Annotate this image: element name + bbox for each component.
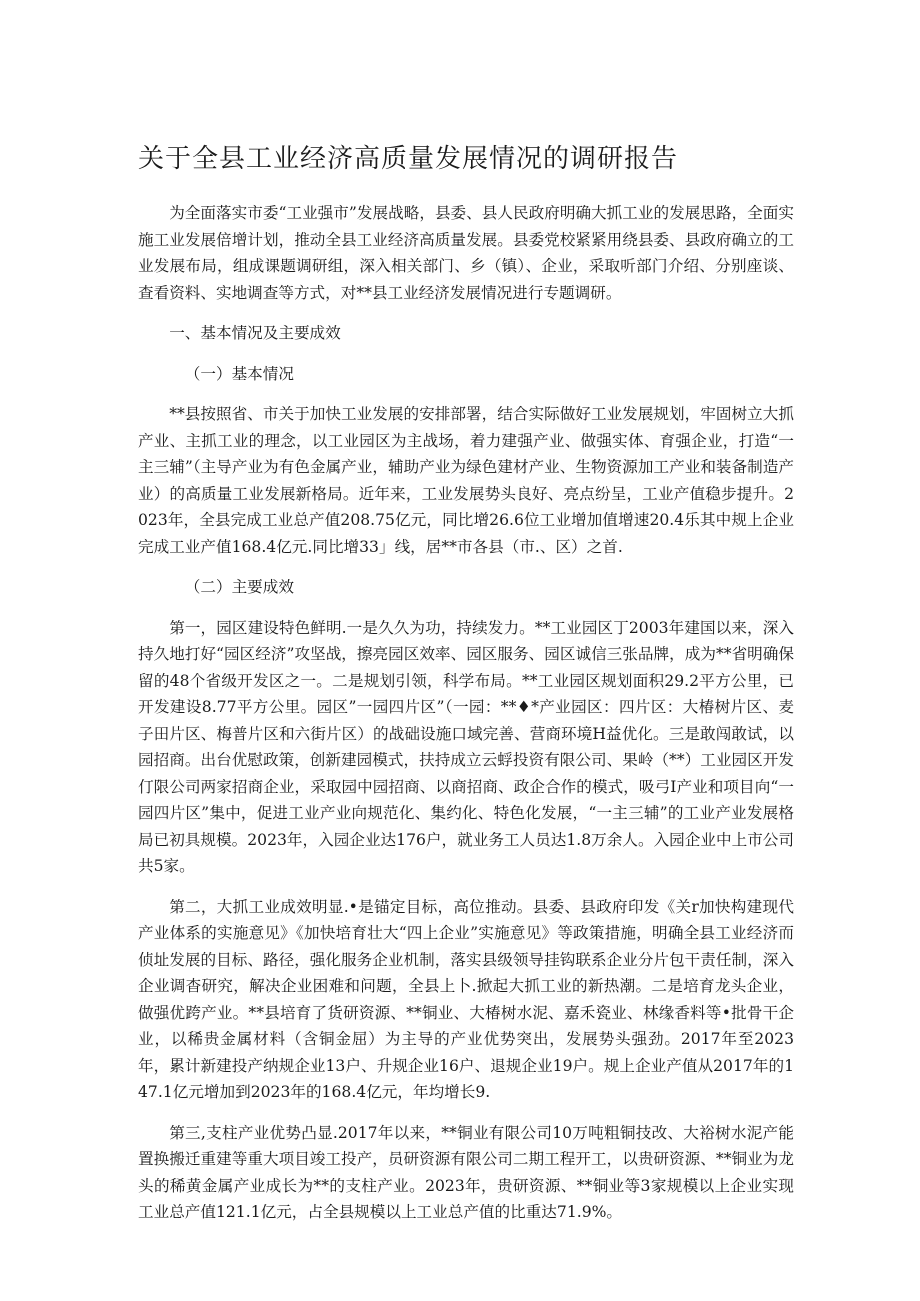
document-title: 关于全县工业经济高质量发展情况的调研报告 bbox=[138, 144, 679, 174]
achievement-paragraph-pillar: 第三,支柱产业优势凸显.2017年以来，**铜业有限公司10万吨粗铜技改、大裕树水泥产能置换搬迁重建等重大项目竣工投产，员研资源有限公司二期工程开工，以贵研资源、**铜业为龙头的稀黄金属产业成长为**的支柱产业。2023年，贵研资源、**铜业等3家规模以上企业实现工业总产值121.1亿元，占全县规模以上工业总产值的比重达71.9%。 bbox=[138, 1123, 794, 1221]
subsection-heading-basic-situation: （一）基本情况 bbox=[184, 364, 294, 383]
basic-situation-paragraph: **县按照省、市关于加快工业发展的安排部署，结合实际做好工业发展规划，牢固树立大抓产业、主抓工业的理念，以工业园区为主战场，着力建强产业、做强实体、育强企业，打造“一主三辅”（主导产业为有色金属产业，辅助产业为绿色建材产业、生物资源加工产业和装备制造产业）的高质量工业发展新格局。近年来，工业发展势头良好、亮点纷呈，工业产值稳步提升。2023年，全县完成工业总产值208.75亿元，同比增26.6位工业增加值增速20.4乐其中规上企业完成工业产值168.4亿元.同比增33」线，居**市各县（市.、区）之首. bbox=[138, 405, 794, 556]
intro-paragraph: 为全面落实市委“工业强市”发展战略，县委、县人民政府明确大抓工业的发展思路，全面实施工业发展倍增计划，推动全县工业经济高质量发展。县委党校紧紧用绕县委、县政府确立的工业发展布局，组成课题调研组，深入相关部门、乡（镇）、企业，采取听部门介绍、分别座谈、查看资料、实地调查等方式，对**县工业经济发展情况进行专题调研。 bbox=[138, 204, 794, 302]
achievement-paragraph-park: 第一，园区建设特色鲜明.一是久久为功，持续发力。**工业园区丁2003年建国以来，深入持久地打好“园区经济”攻坚战，擦亮园区效率、园区服务、园区诚信三张品牌，成为**省明确保留的48个省级开发区之一。二是规划引领，科学布局。**工业园区规划面积29.2平方公里，已开发建设8.77平方公里。园区”一园四片区”（一园：**♦*产业园区：四片区：大椿树片区、麦子田片区、梅普片区和六街片区）的战础设施口域完善、营商环境H益优化。三是敢闯敢试，以园招商。出台优慰政策，创新建园模式，扶持成立云蜉投资有限公司、果岭（**）工业园区开发仃限公司两家招商企业，采取园中园招商、以商招商、政企合作的模式，吸弓I产业和项目向“一园四片区”集中，促进工业产业向规范化、集约化、特色化发展，“一主三辅”的工业产业发展格局已初具规模。2023年，入园企业达176户，就业务工人员达1.8万余人。入园企业中上市公司共5家。 bbox=[138, 618, 794, 875]
subsection-heading-main-achievements: （二）主要成效 bbox=[184, 578, 294, 596]
achievement-paragraph-industry: 第二，大抓工业成效明显.•是锚定目标，高位推动。县委、县政府印发《关r加快构建现代产业体系的实施意见》《加快培育壮大“四上企业”实施意见》等政策措施，明确全县工业经济而侦址发展的目标、路径，强化服务企业机制，落实县级领导挂钩联系企业分片包干责任制，深入企业调杳研究，解决企业困难和问题，全县上卜.掀起大抓工业的新热潮。二是培育龙头企业，做强优跨产业。**县培育了货研资源、**铜业、大椿树水泥、嘉禾瓷业、林缘香料等•批骨干企业，以稀贵金属材料（含铜金屈）为主导的产业优势突出，发展势头强劲。2017年至2023年，累计新建投产纳规企业13户、升规企业16户、退规企业19户。规上企业产值从2017年的147.1亿元增加到2023年的168.4亿元，年均增长9. bbox=[138, 897, 794, 1101]
document-page bbox=[138, 142, 794, 1240]
section-heading-basic-achievements: 一、基本情况及主要成效 bbox=[169, 324, 341, 342]
